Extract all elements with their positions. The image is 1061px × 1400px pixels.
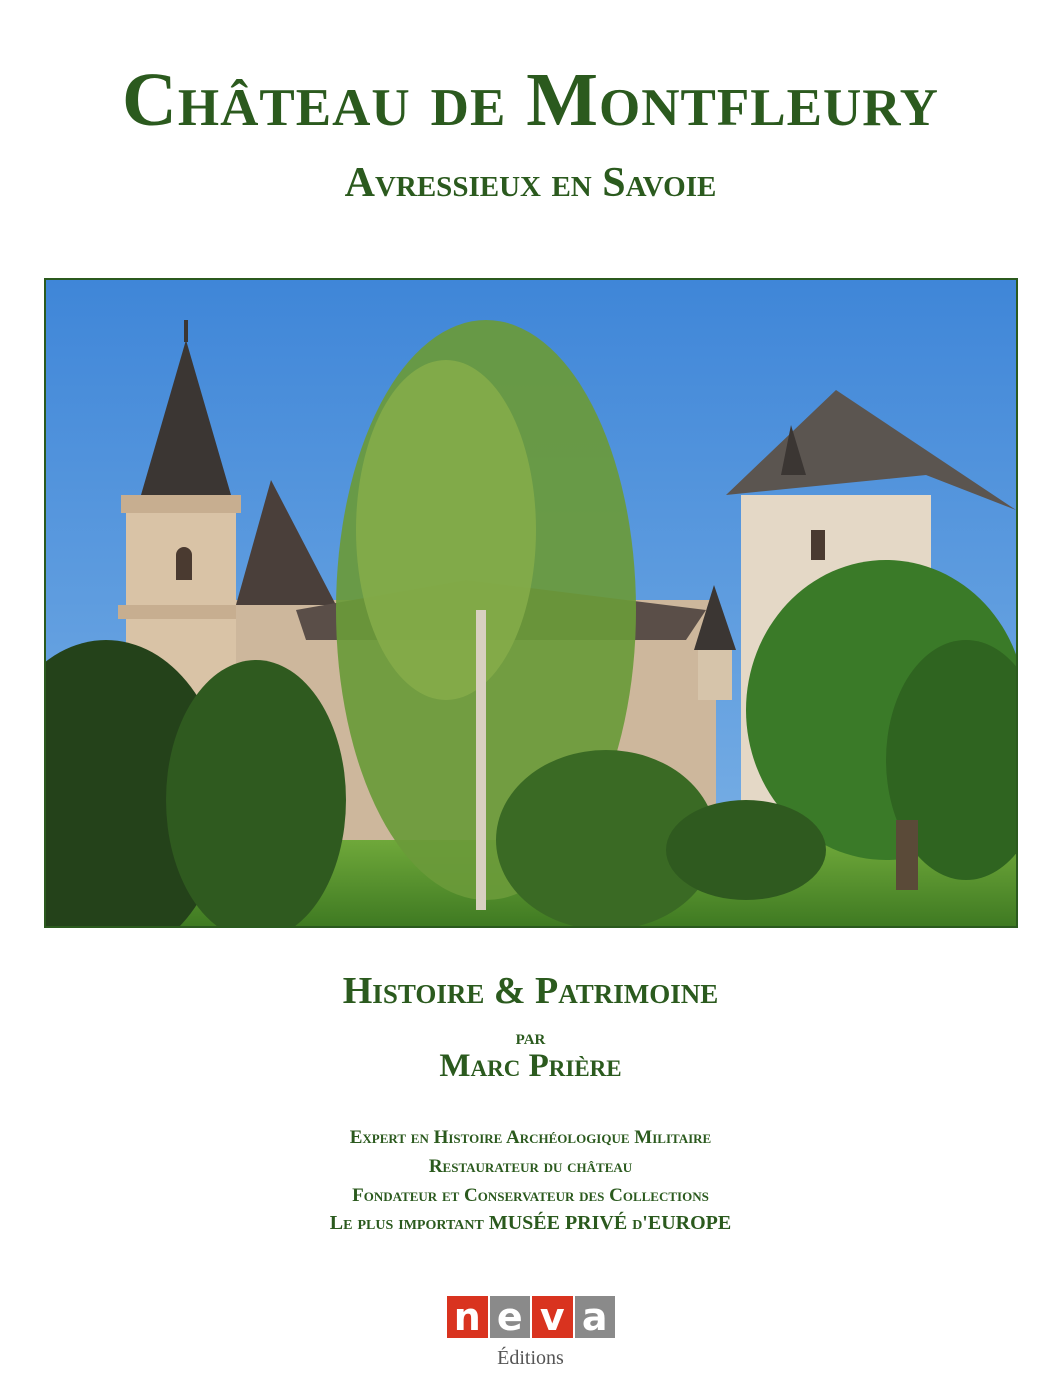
logo-letter: n [447, 1296, 488, 1338]
logo-letter: e [490, 1296, 531, 1338]
section-heading: Histoire & Patrimoine [342, 970, 719, 1012]
credential-line: Le plus important MUSÉE PRIVÉ d'EUROPE [329, 1212, 732, 1234]
book-title: Château de Montfleury [122, 58, 939, 142]
credential-line: Restaurateur du château [428, 1156, 633, 1177]
publisher-imprint: Éditions [497, 1347, 564, 1369]
credential-line: Fondateur et Conservateur des Collections [352, 1185, 709, 1206]
publisher-logo [447, 1296, 615, 1338]
logo-letter: a [575, 1296, 616, 1338]
author-name: Marc Prière [439, 1048, 622, 1084]
cover-photo [44, 278, 1018, 928]
by-label: par [515, 1024, 546, 1049]
castle-illustration [46, 280, 1016, 926]
logo-letter: v [532, 1296, 573, 1338]
book-subtitle: Avressieux en Savoie [344, 160, 717, 206]
credential-line: Expert en Histoire Archéologique Militaire [349, 1127, 712, 1148]
